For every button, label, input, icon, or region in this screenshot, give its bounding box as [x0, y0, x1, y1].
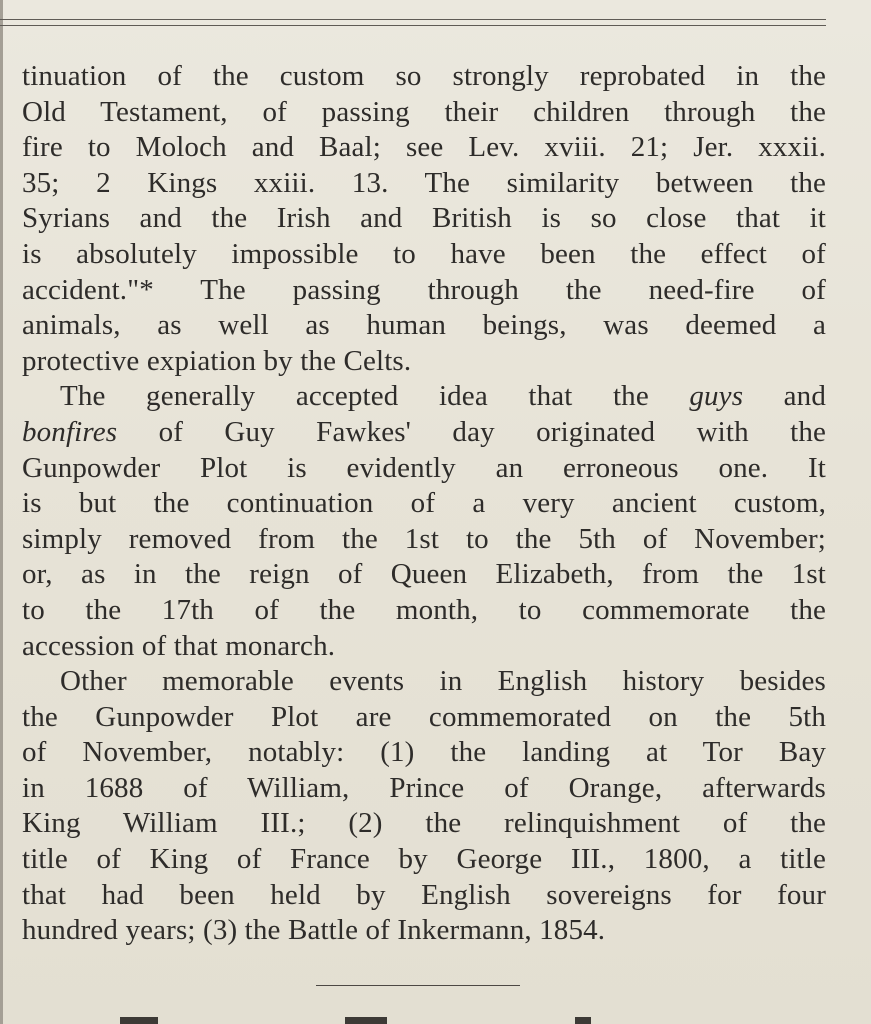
- text-line: The generally accepted idea that the guys and: [60, 380, 826, 413]
- italic-word: guys: [689, 380, 744, 413]
- text-line: hundred years; (3) the Battle of Inkermann, 1854.: [22, 914, 606, 947]
- text-line: the Gunpowder Plot are commemorated on the 5th: [22, 700, 826, 733]
- text-line: accident."* The passing through the need-fire of: [22, 273, 826, 306]
- text-line: protective expiation by the Celts.: [22, 344, 412, 377]
- body-text: [22, 59, 826, 949]
- text-line: Gunpowder Plot is evidently an erroneous one. It: [22, 451, 826, 484]
- section-divider-rule: [316, 985, 520, 986]
- text-line: Other memorable events in English history besides: [60, 665, 826, 698]
- text-line: accession of that monarch.: [22, 629, 336, 662]
- text-line: that had been held by English sovereigns for four: [22, 878, 826, 911]
- header-rule-top: [0, 19, 826, 20]
- text-line: title of King of France by George III., 1800, a title: [22, 843, 826, 876]
- text-line: Old Testament, of passing their children through the: [22, 95, 826, 128]
- text-line: 35; 2 Kings xxiii. 13. The similarity between the: [22, 166, 826, 199]
- text-line: simply removed from the 1st to the 5th of November;: [22, 522, 826, 555]
- page-edge-shadow: [0, 0, 3, 1024]
- text-line: Syrians and the Irish and British is so close that it: [22, 202, 826, 235]
- italic-word: bonfires: [22, 415, 118, 448]
- text-line: bonfires of Guy Fawkes' day originated with the: [22, 415, 826, 448]
- header-rule-bottom: [0, 25, 826, 26]
- text-line: to the 17th of the month, to commemorate the: [22, 593, 826, 626]
- text-line: is but the continuation of a very ancient custom,: [22, 487, 826, 520]
- text-line: or, as in the reign of Queen Elizabeth, from the 1st: [22, 558, 826, 591]
- text-line: King William III.; (2) the relinquishment of the: [22, 807, 826, 840]
- cropped-next-line-fragments: [120, 1017, 640, 1024]
- text-line: is absolutely impossible to have been the effect of: [22, 237, 826, 270]
- text-line: animals, as well as human beings, was deemed a: [22, 309, 826, 342]
- text-line: in 1688 of William, Prince of Orange, afterwards: [22, 771, 826, 804]
- text-line: tinuation of the custom so strongly reprobated in the: [22, 60, 826, 92]
- text-line: of November, notably: (1) the landing at Tor Bay: [22, 736, 826, 769]
- text-line: fire to Moloch and Baal; see Lev. xviii. 21; Jer. xxxii.: [22, 131, 826, 164]
